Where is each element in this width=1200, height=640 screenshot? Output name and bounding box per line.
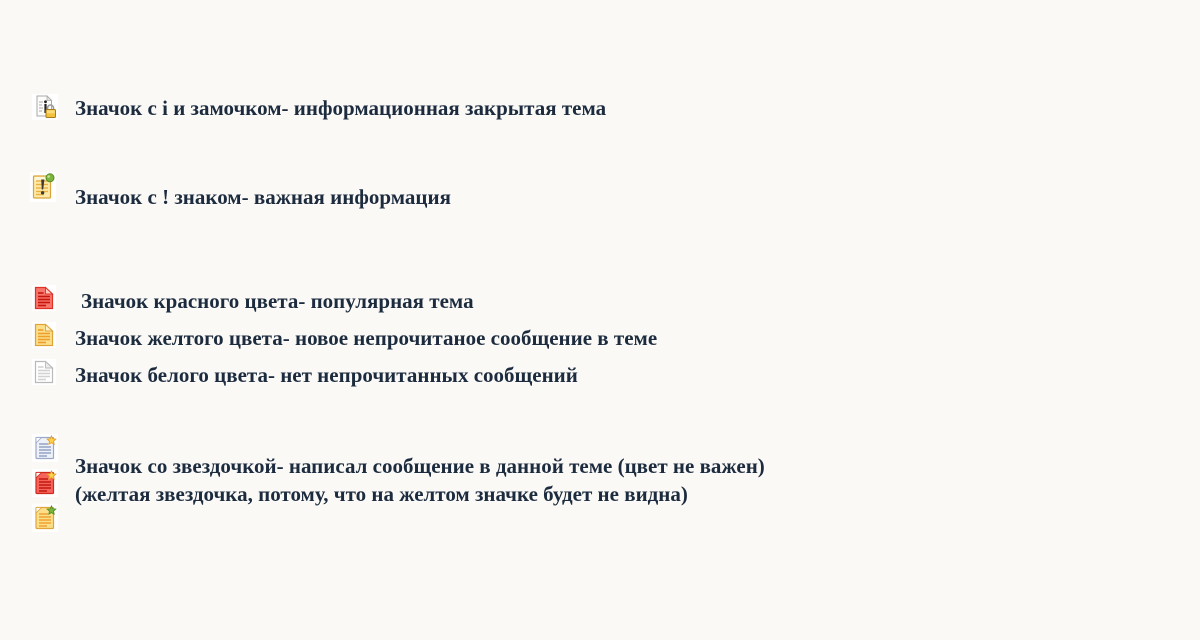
starred-topic-label-line1: Значок со звездочкой- написал сообщение в данной теме (цвет не важен) [75, 454, 765, 478]
starred-topic-label-block [75, 452, 765, 508]
yellow-document-green-star-icon [32, 504, 58, 532]
white-document-icon [32, 359, 56, 385]
red-document-icon [32, 285, 56, 311]
info-locked-topic-label: Значок с i и замочком- информационная закрытая тема [75, 96, 607, 120]
white-document-yellow-star-icon [32, 434, 58, 462]
red-document-glyph [33, 286, 55, 310]
document-exclamation-glyph [31, 173, 55, 201]
white-document-yellow-star-glyph [33, 435, 57, 461]
unread-topic-label: Значок желтого цвета- новое непрочитаное сообщение в теме [75, 326, 658, 350]
yellow-document-icon [32, 322, 56, 348]
read-topic-label: Значок белого цвета- нет непрочитанных сообщений [75, 363, 578, 387]
important-topic-label: Значок с ! знаком- важная информация [75, 185, 451, 209]
document-info-lock-icon [32, 94, 58, 120]
starred-topic-label-line2: (желтая звездочка, потому, что на желтом значке будет не видна) [75, 482, 688, 506]
document-exclamation-green-dot-icon [30, 172, 56, 202]
white-document-glyph [33, 360, 55, 384]
popular-topic-label: Значок красного цвета- популярная тема [81, 289, 474, 313]
red-document-yellow-star-icon [32, 469, 58, 497]
yellow-document-green-star-glyph [33, 505, 57, 531]
red-document-yellow-star-glyph [33, 470, 57, 496]
document-info-lock-glyph [33, 95, 57, 119]
yellow-document-glyph [33, 323, 55, 347]
